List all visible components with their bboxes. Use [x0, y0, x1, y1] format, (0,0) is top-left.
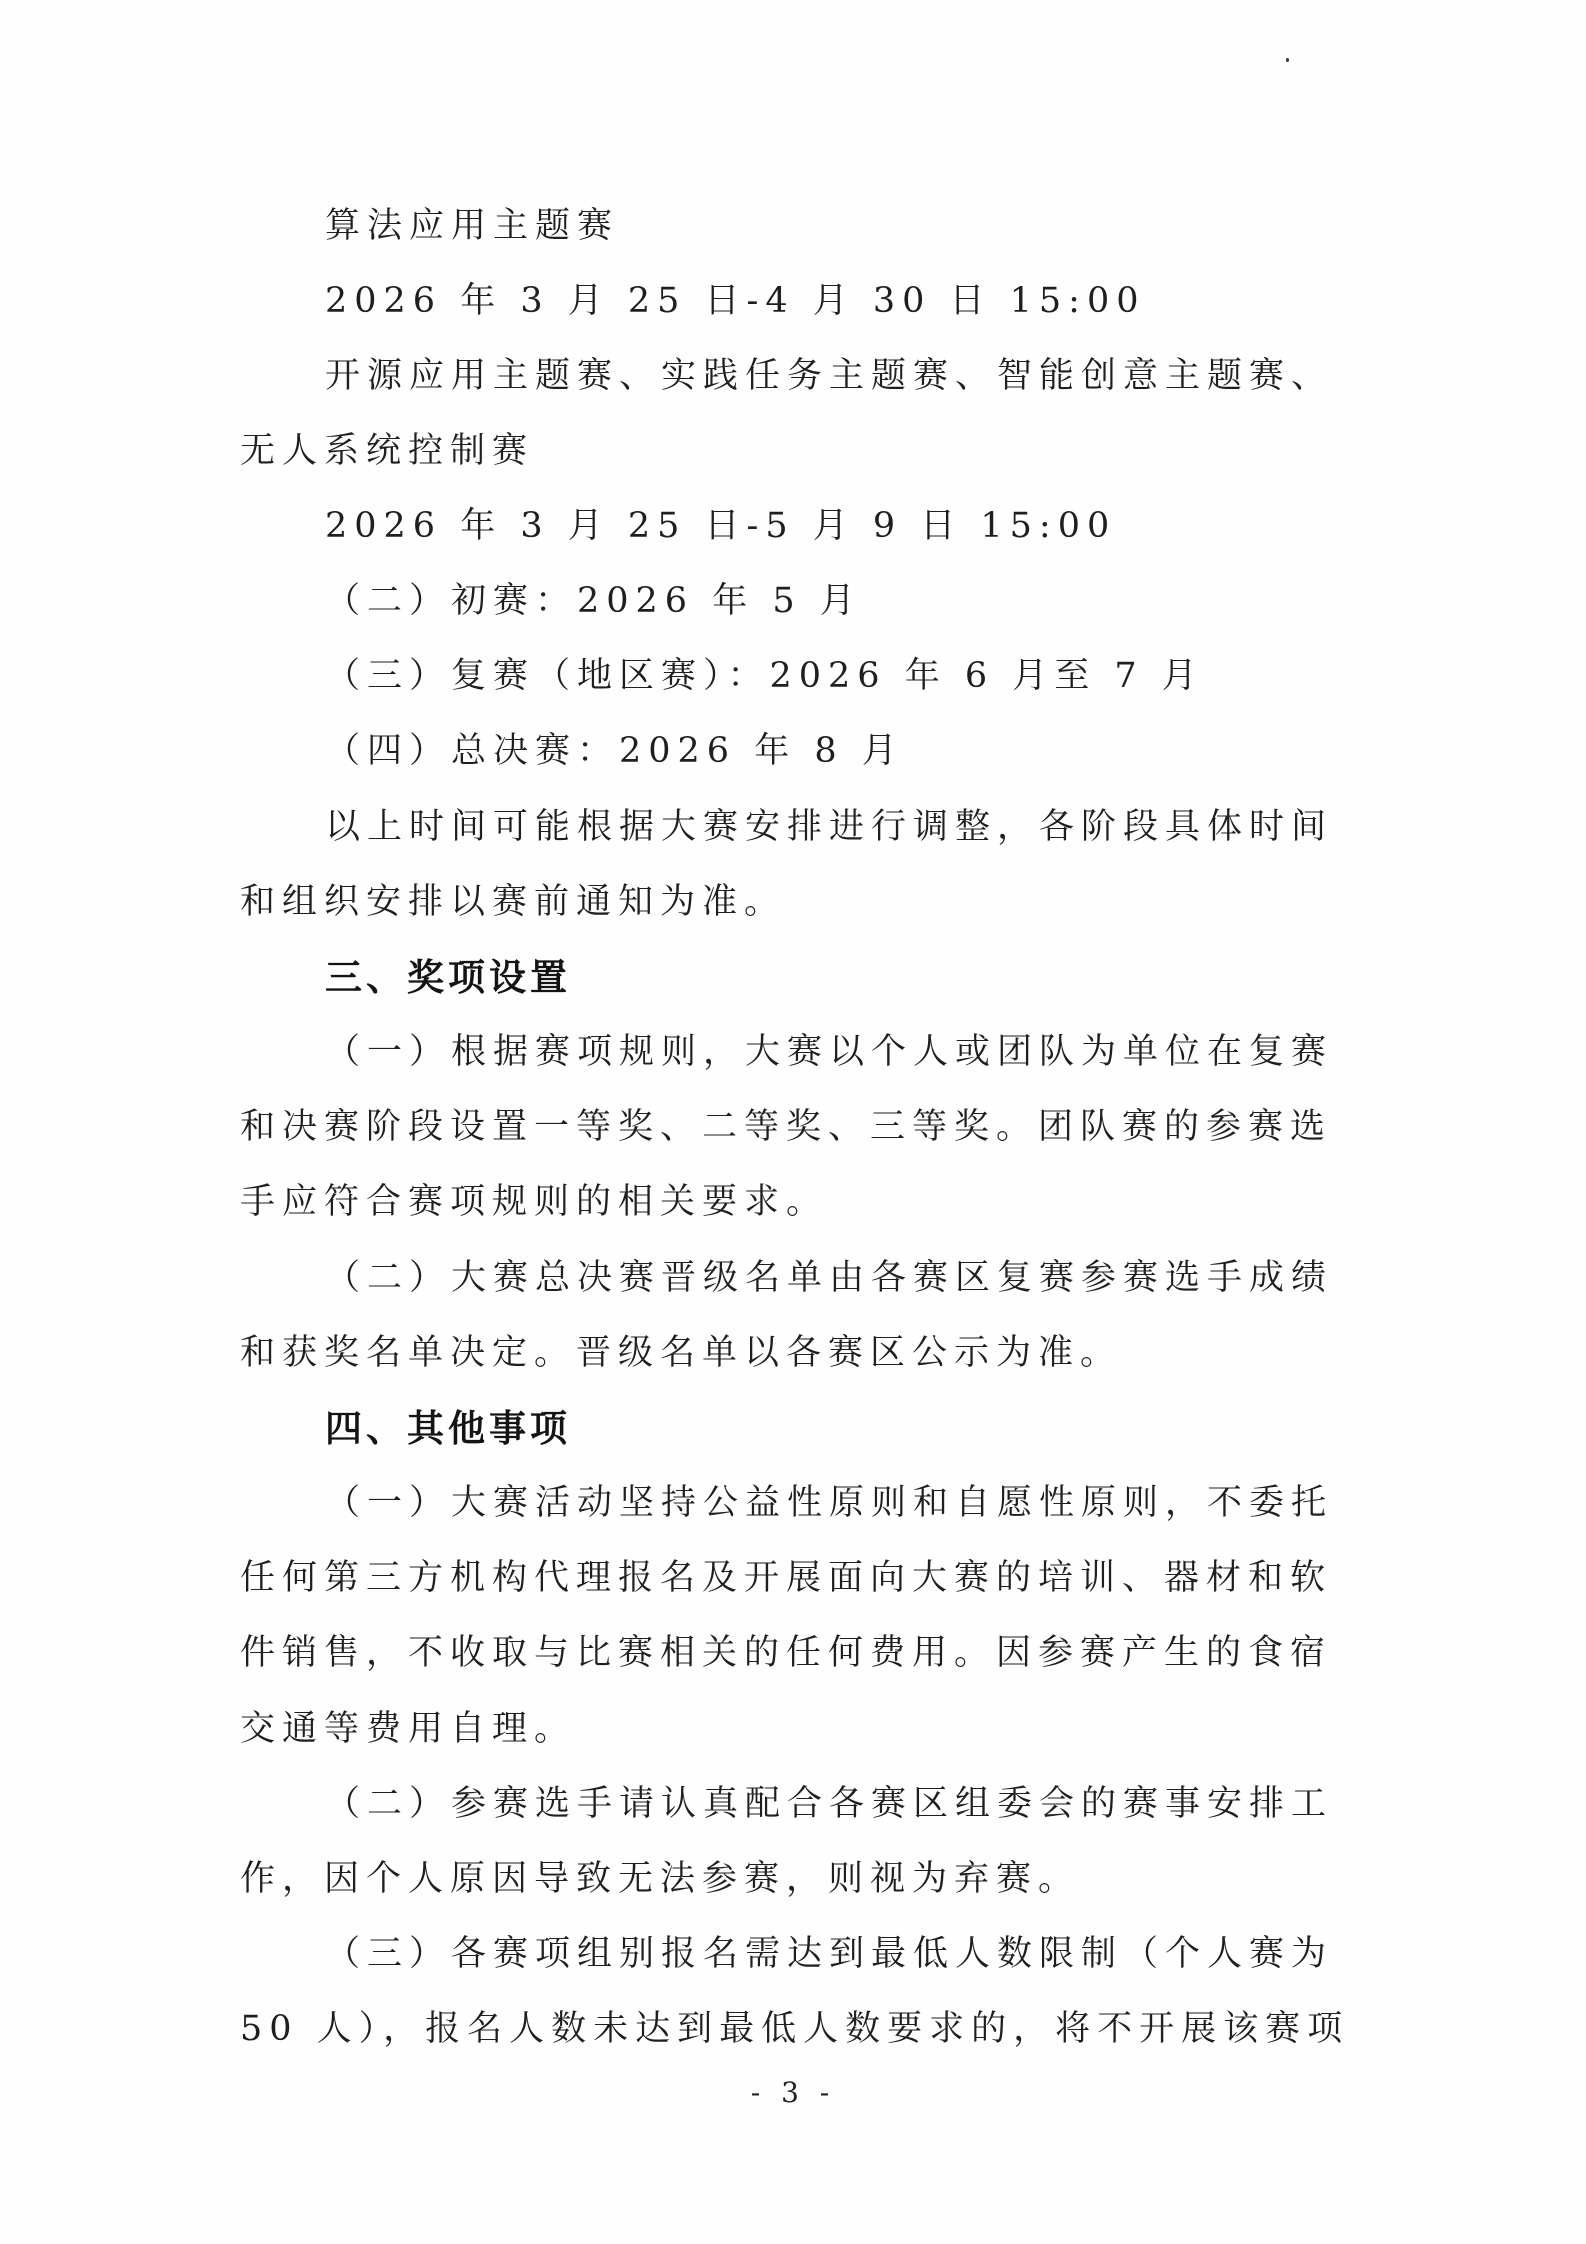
text-line-date-range-1: 2026 年 3 月 25 日-4 月 30 日 15:00 [325, 281, 1146, 321]
text-line-other-3: （三）各赛项组别报名需达到最低人数限制（个人赛为 [325, 1934, 1334, 1974]
text-line-other-1-cont: 任何第三方机构代理报名及开展面向大赛的培训、器材和软 [240, 1558, 1333, 1598]
text-line-schedule-note: 以上时间可能根据大赛安排进行调整，各阶段具体时间 [325, 807, 1334, 847]
page-number: - 3 - [750, 2076, 836, 2109]
scan-speck [1286, 58, 1289, 62]
text-line-awards-1: （一）根据赛项规则，大赛以个人或团队为单位在复赛 [325, 1032, 1334, 1072]
text-line-other-1-cont3: 交通等费用自理。 [240, 1709, 577, 1749]
text-line-regional: （三）复赛（地区赛）：2026 年 6 月至 7 月 [325, 656, 1204, 696]
text-line-awards-1-cont2: 手应符合赛项规则的相关要求。 [240, 1182, 829, 1222]
text-line-preliminary: （二）初赛：2026 年 5 月 [325, 581, 862, 621]
text-line-tracks-list-cont: 无人系统控制赛 [240, 431, 535, 471]
text-line-tracks-list: 开源应用主题赛、实践任务主题赛、智能创意主题赛、 [325, 356, 1334, 396]
section-heading-other: 四、其他事项 [325, 1407, 571, 1450]
text-line-awards-2-cont: 和获奖名单决定。晋级名单以各赛区公示为准。 [240, 1333, 1123, 1373]
text-line-other-1: （一）大赛活动坚持公益性原则和自愿性原则，不委托 [325, 1483, 1334, 1523]
text-line-final: （四）总决赛：2026 年 8 月 [325, 731, 904, 771]
section-heading-awards: 三、奖项设置 [325, 956, 571, 999]
text-line-other-2-cont: 作，因个人原因导致无法参赛，则视为弃赛。 [240, 1859, 1081, 1899]
text-line-other-3-cont: 50 人），报名人数未达到最低人数要求的，将不开展该赛项 [240, 2009, 1350, 2049]
text-line-awards-2: （二）大赛总决赛晋级名单由各赛区复赛参赛选手成绩 [325, 1258, 1334, 1298]
text-line-other-2: （二）参赛选手请认真配合各赛区组委会的赛事安排工 [325, 1784, 1334, 1824]
text-line-algorithm-track: 算法应用主题赛 [325, 206, 620, 246]
text-line-schedule-note-cont: 和组织安排以赛前通知为准。 [240, 882, 787, 922]
text-line-date-range-2: 2026 年 3 月 25 日-5 月 9 日 15:00 [325, 506, 1117, 546]
text-line-other-1-cont2: 件销售，不收取与比赛相关的任何费用。因参赛产生的食宿 [240, 1633, 1333, 1673]
text-line-awards-1-cont: 和决赛阶段设置一等奖、二等奖、三等奖。团队赛的参赛选 [240, 1107, 1333, 1147]
